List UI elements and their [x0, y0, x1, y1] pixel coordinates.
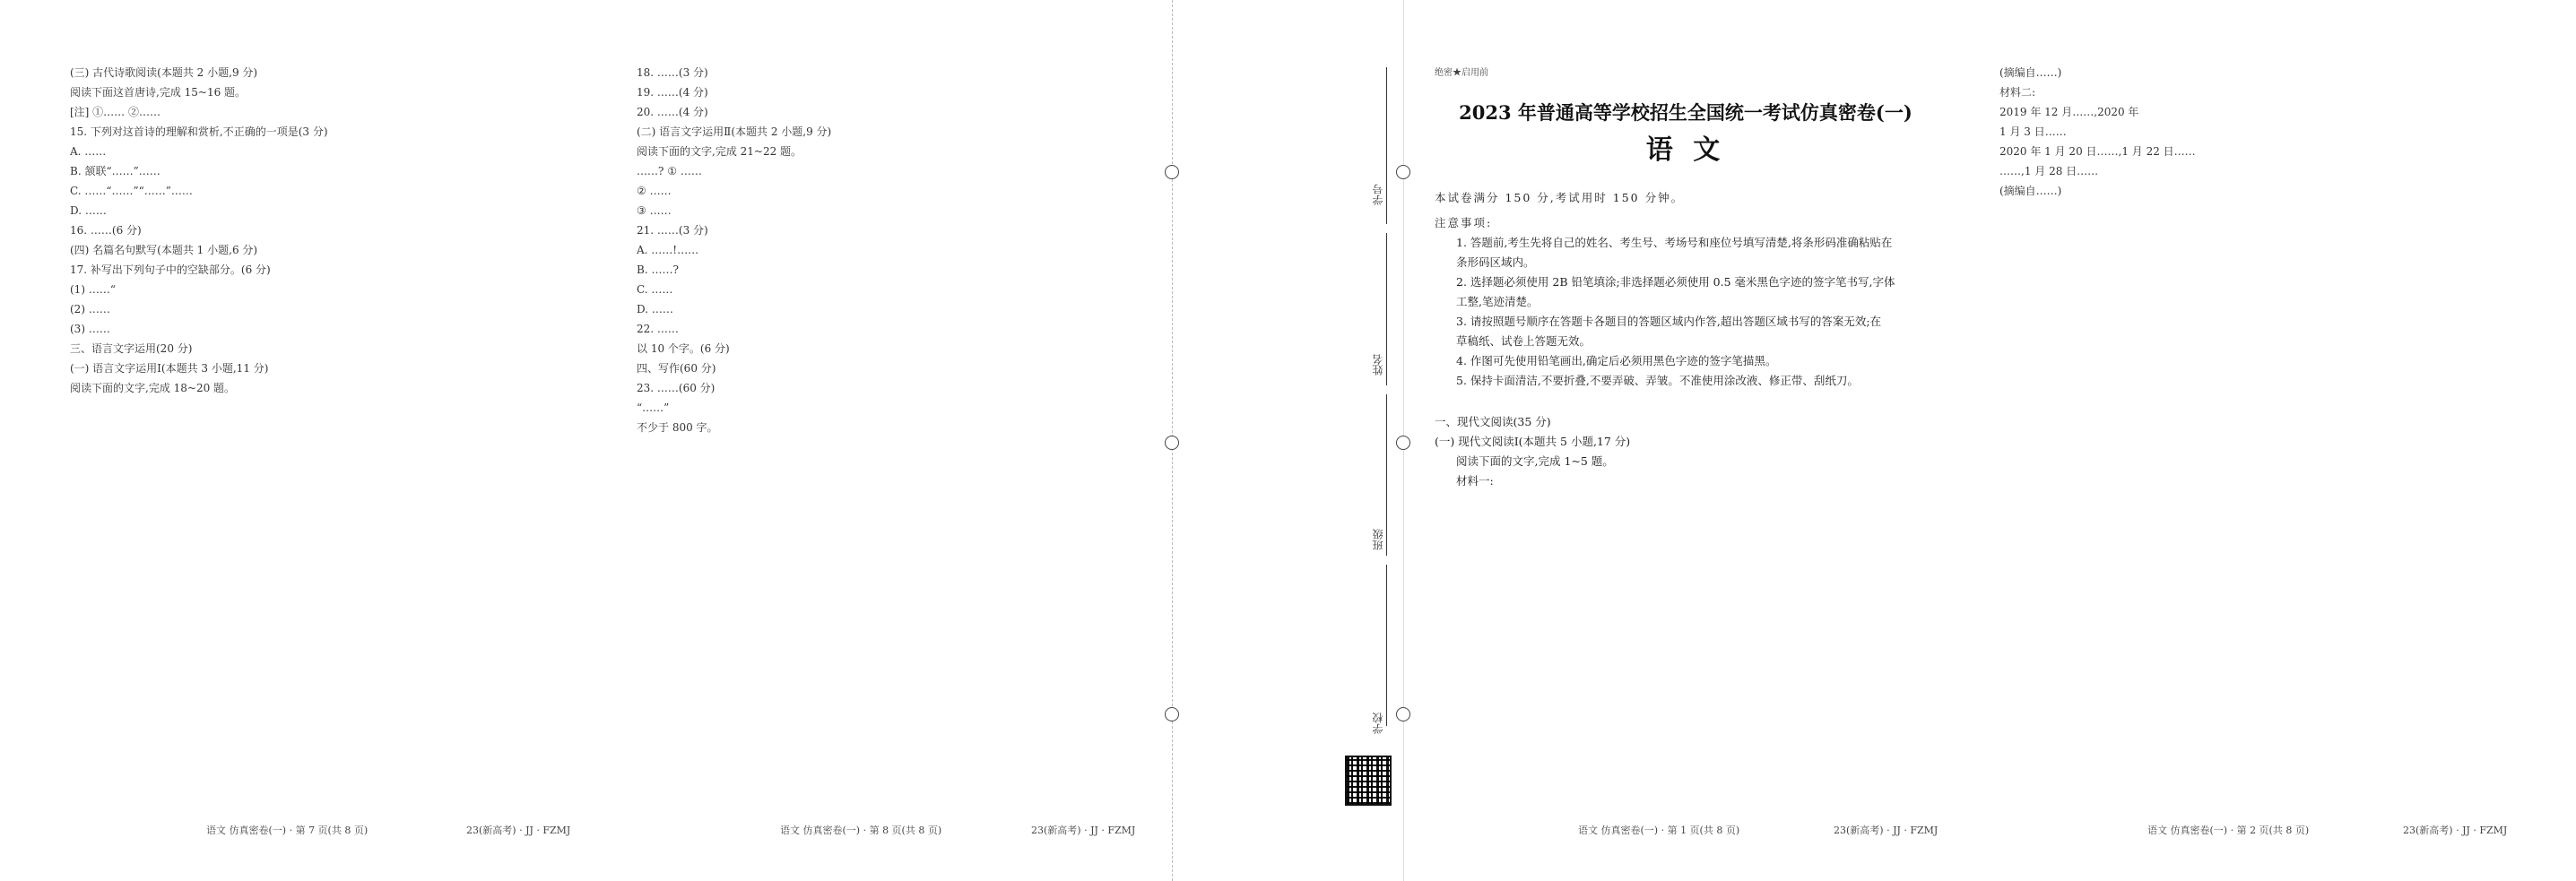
- page8-line: “……”: [637, 402, 670, 414]
- page8-line: 阅读下面的文字,完成 21~22 题。: [637, 145, 802, 158]
- binding-line: [1386, 394, 1387, 556]
- page7-line: (2) ……: [70, 303, 110, 315]
- page7-line: (一) 语言文字运用Ⅰ(本题共 3 小题,11 分): [70, 362, 269, 375]
- note-line: 工整,笔迹清楚。: [1456, 295, 1539, 308]
- binding-hole: [1396, 165, 1410, 179]
- binding-hole: [1396, 436, 1410, 450]
- section-1-subtitle: (一) 现代文阅读Ⅰ(本题共 5 小题,17 分): [1435, 435, 1631, 448]
- page2-line: (摘编自……): [1999, 185, 2062, 197]
- page8-line: ② ……: [637, 185, 672, 197]
- binding-line: [1386, 565, 1387, 726]
- binding-line: [1386, 67, 1387, 224]
- notes-list: [1435, 233, 1955, 391]
- page7-line: 17. 补写出下列句子中的空缺部分。(6 分): [70, 263, 271, 276]
- note-line: 2. 选择题必须使用 2B 铅笔填涂;非选择题必须使用 0.5 毫米黑色字迹的签字笔书写,字体: [1456, 275, 1895, 289]
- note-line: 1. 答题前,考生先将自己的姓名、考生号、考场号和座位号填写清楚,将条形码准确粘贴在: [1456, 236, 1893, 249]
- page7-line: (1) ……“: [70, 283, 116, 296]
- page2-line: (摘编自……): [1999, 66, 2062, 79]
- page-2-footer-right: 23(新高考) · JJ · FZMJ: [2403, 825, 2508, 836]
- page8-line: 23. ……(60 分): [637, 382, 716, 394]
- page7-line: 15. 下列对这首诗的理解和赏析,不正确的一项是(3 分): [70, 125, 328, 138]
- page-1-footer-left: 语文 仿真密卷(一) · 第 1 页(共 8 页): [1578, 825, 1740, 836]
- page8-line: A. ……!……: [637, 244, 699, 256]
- binding-label-school: 学校: [1372, 713, 1384, 734]
- page8-line: B. ……?: [637, 263, 679, 276]
- page-2-footer-left: 语文 仿真密卷(一) · 第 2 页(共 8 页): [2147, 825, 2310, 836]
- page7-line: B. 颔联“……”……: [70, 165, 160, 177]
- page-7-column: [70, 63, 581, 398]
- page7-line: D. ……: [70, 204, 107, 217]
- binding-label-class: 班级: [1372, 529, 1384, 550]
- page2-line: 1 月 3 日……: [1999, 125, 2067, 138]
- binding-hole: [1396, 707, 1410, 721]
- page8-line: C. ……: [637, 283, 673, 296]
- section-1-title: 一、现代文阅读(35 分): [1435, 415, 1551, 428]
- binding-line: [1386, 233, 1387, 385]
- page8-line: 20. ……(4 分): [637, 106, 708, 118]
- page7-line: (3) ……: [70, 323, 110, 335]
- note-line: 5. 保持卡面清洁,不要折叠,不要弄破、弄皱。不准使用涂改液、修正带、刮纸刀。: [1456, 374, 1859, 387]
- note-line: 3. 请按照题号顺序在答题卡各题目的答题区域内作答,超出答题区域书写的答案无效;在: [1456, 315, 1882, 328]
- page-8-footer-left: 语文 仿真密卷(一) · 第 8 页(共 8 页): [780, 825, 942, 836]
- page-7-footer-left: 语文 仿真密卷(一) · 第 7 页(共 8 页): [206, 825, 369, 836]
- page7-line: 阅读下面这首唐诗,完成 15~16 题。: [70, 86, 247, 99]
- material-1-label: 材料一:: [1456, 474, 1494, 488]
- subject-title: 语 文: [1645, 134, 1726, 166]
- page8-line: ……? ① ……: [637, 165, 702, 177]
- confidential-label: 绝密★启用前: [1435, 68, 1488, 78]
- notes-header: 注意事项:: [1435, 216, 1493, 229]
- page8-line: 18. ……(3 分): [637, 66, 708, 79]
- page8-line: 22. ……: [637, 323, 679, 335]
- page8-line: ③ ……: [637, 204, 672, 217]
- page8-line: 以 10 个字。(6 分): [637, 342, 730, 355]
- page7-line: C. ……“……”“……”……: [70, 185, 193, 197]
- page7-line: [注] ①…… ②……: [70, 106, 160, 118]
- page7-line: 三、语言文字运用(20 分): [70, 342, 193, 355]
- page7-line: 阅读下面的文字,完成 18~20 题。: [70, 382, 236, 394]
- page2-line: ……,1 月 28 日……: [1999, 165, 2099, 177]
- page8-line: 21. ……(3 分): [637, 224, 708, 237]
- binding-hole: [1165, 165, 1179, 179]
- page7-line: (四) 名篇名句默写(本题共 1 小题,6 分): [70, 244, 258, 256]
- page-1-column: [1435, 188, 1955, 491]
- page2-line: 2019 年 12 月……,2020 年: [1999, 106, 2139, 118]
- page7-line: (三) 古代诗歌阅读(本题共 2 小题,9 分): [70, 66, 258, 79]
- page2-line: 2020 年 1 月 20 日……,1 月 22 日……: [1999, 145, 2196, 158]
- binding-hole: [1165, 436, 1179, 450]
- page8-line: 不少于 800 字。: [637, 421, 718, 434]
- section-1-instruction: 阅读下面的文字,完成 1~5 题。: [1456, 454, 1614, 468]
- binding-label-student-id: 学号: [1372, 184, 1384, 205]
- page8-line: 19. ……(4 分): [637, 86, 708, 99]
- qr-code: [1345, 756, 1392, 806]
- page-8-footer-right: 23(新高考) · JJ · FZMJ: [1031, 825, 1136, 836]
- page2-line: 材料二:: [1999, 86, 2036, 99]
- exam-title: 2023 年普通高等学校招生全国统一考试仿真密卷(一): [1459, 101, 1912, 124]
- page8-line: D. ……: [637, 303, 673, 315]
- page8-line: 四、写作(60 分): [637, 362, 716, 375]
- page-8-column: [637, 63, 1148, 437]
- page-1-footer-right: 23(新高考) · JJ · FZMJ: [1834, 825, 1939, 836]
- page-7-footer-right: 23(新高考) · JJ · FZMJ: [466, 825, 571, 836]
- page7-line: A. ……: [70, 145, 107, 158]
- binding-label-name: 姓名: [1372, 354, 1384, 376]
- page-2-column: [1999, 63, 2511, 201]
- page7-line: 16. ……(6 分): [70, 224, 142, 237]
- binding-hole: [1165, 707, 1179, 721]
- note-line: 草稿纸、试卷上答题无效。: [1456, 334, 1592, 348]
- note-line: 4. 作图可先使用铅笔画出,确定后必须用黑色字迹的签字笔描黑。: [1456, 354, 1777, 367]
- page8-line: (二) 语言文字运用Ⅱ(本题共 2 小题,9 分): [637, 125, 832, 138]
- note-line: 条形码区域内。: [1456, 255, 1535, 269]
- exam-intro: 本试卷满分 150 分,考试用时 150 分钟。: [1435, 191, 1685, 204]
